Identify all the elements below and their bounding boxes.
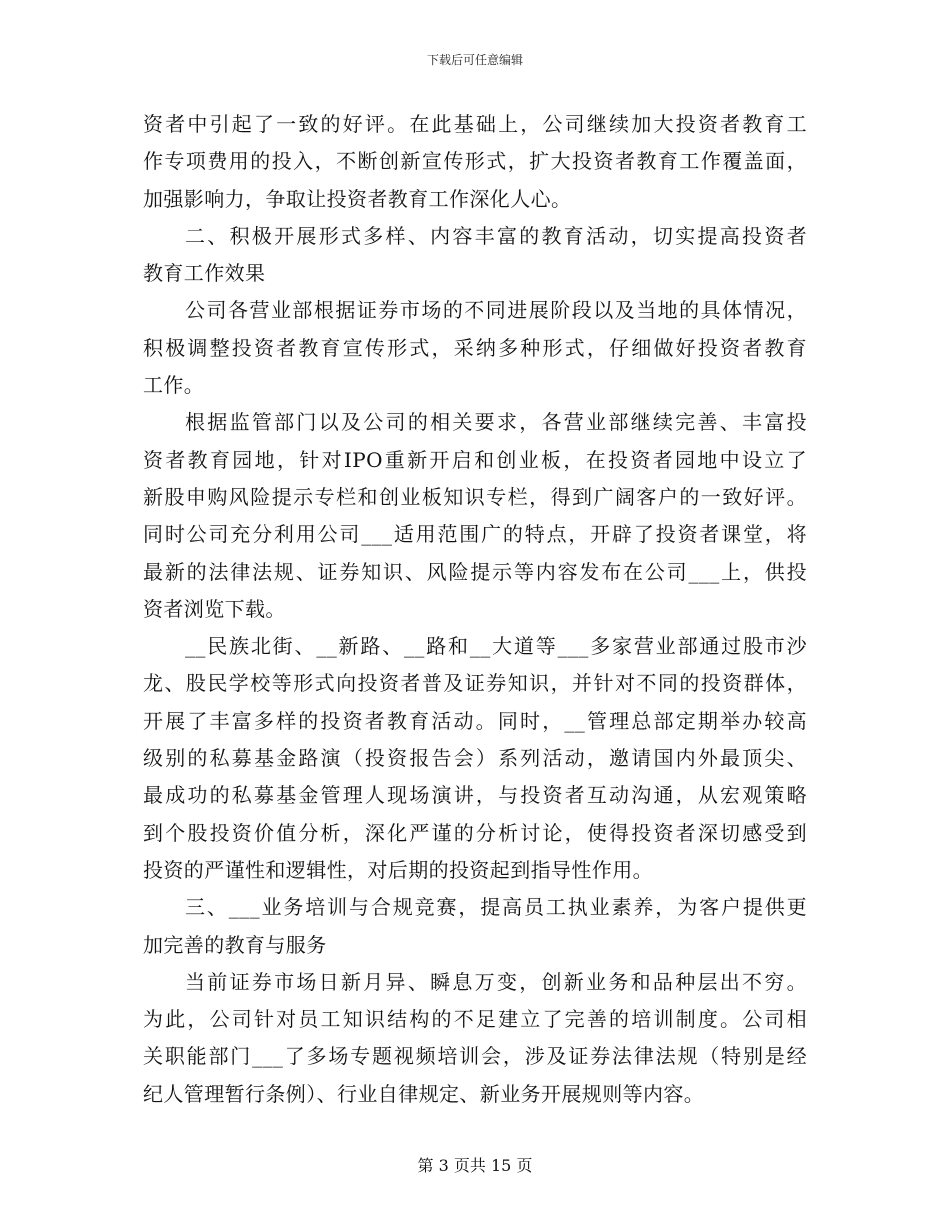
text-line: 公司各营业部根据证券市场的不同进展阶段以及当地的具体情况，	[185, 298, 807, 323]
text-line: 教育工作效果	[143, 261, 266, 286]
text-line: 当前证券市场日新月异、瞬息万变，创新业务和品种层出不穷。	[185, 969, 807, 994]
text-line: 关职能部门___了多场专题视频培训会，涉及证券法律法规（特别是经	[143, 1044, 807, 1069]
text-line: 资者教育园地，针对IPO重新开启和创业板，在投资者园地中设立了	[143, 447, 807, 472]
text-line: 作专项费用的投入，不断创新宣传形式，扩大投资者教育工作覆盖面，	[143, 149, 807, 174]
text-line: 最成功的私募基金管理人现场演讲，与投资者互动沟通，从宏观策略	[143, 783, 807, 808]
text-line: 资者浏览下载。	[143, 596, 286, 621]
text-line: 资者中引起了一致的好评。在此基础上，公司继续加大投资者教育工	[143, 112, 807, 136]
text-line: 二、积极开展形式多样、内容丰富的教育活动，切实提高投资者	[185, 223, 807, 248]
text-line: 加完善的教育与服务	[143, 932, 327, 957]
text-line: 为此，公司针对员工知识结构的不足建立了完善的培训制度。公司相	[143, 1007, 807, 1032]
text-line: 纪人管理暂行条例）、行业自律规定、新业务开展规则等内容。	[143, 1081, 705, 1106]
text-line: 同时公司充分利用公司___适用范围广的特点，开辟了投资者课堂，将	[143, 522, 807, 547]
document-body	[143, 106, 807, 1113]
text-line: 级别的私募基金路演（投资报告会）系列活动，邀请国内外最顶尖、	[143, 746, 807, 771]
text-line: 新股申购风险提示专栏和创业板知识专栏，得到广阔客户的一致好评。	[143, 484, 807, 509]
text-line: 工作。	[143, 373, 205, 398]
text-line: 根据监管部门以及公司的相关要求，各营业部继续完善、丰富投	[185, 410, 807, 435]
page-header: 下载后可任意编辑	[426, 53, 523, 67]
text-line: 积极调整投资者教育宣传形式，采纳多种形式，仔细做好投资者教育	[143, 335, 807, 360]
text-line: 龙、股民学校等形式向投资者普及证券知识，并针对不同的投资群体，	[143, 671, 807, 696]
text-line: 开展了丰富多样的投资者教育活动。同时，__管理总部定期举办较高	[143, 708, 807, 733]
text-line: 投资的严谨性和逻辑性，对后期的投资起到指导性作用。	[143, 857, 653, 882]
text-line: 三、___业务培训与合规竞赛，提高员工执业素养，为客户提供更	[185, 895, 807, 920]
text-line: 到个股投资价值分析，深化严谨的分析讨论，使得投资者深切感受到	[143, 820, 807, 845]
text-line: 加强影响力，争取让投资者教育工作深化人心。	[143, 186, 572, 211]
text-line: __民族北街、__新路、__路和__大道等___多家营业部通过股市沙	[185, 634, 807, 659]
text-line: 最新的法律法规、证券知识、风险提示等内容发布在公司___上，供投	[143, 559, 807, 584]
page-number-footer: 第 3 页共 15 页	[417, 1156, 533, 1175]
